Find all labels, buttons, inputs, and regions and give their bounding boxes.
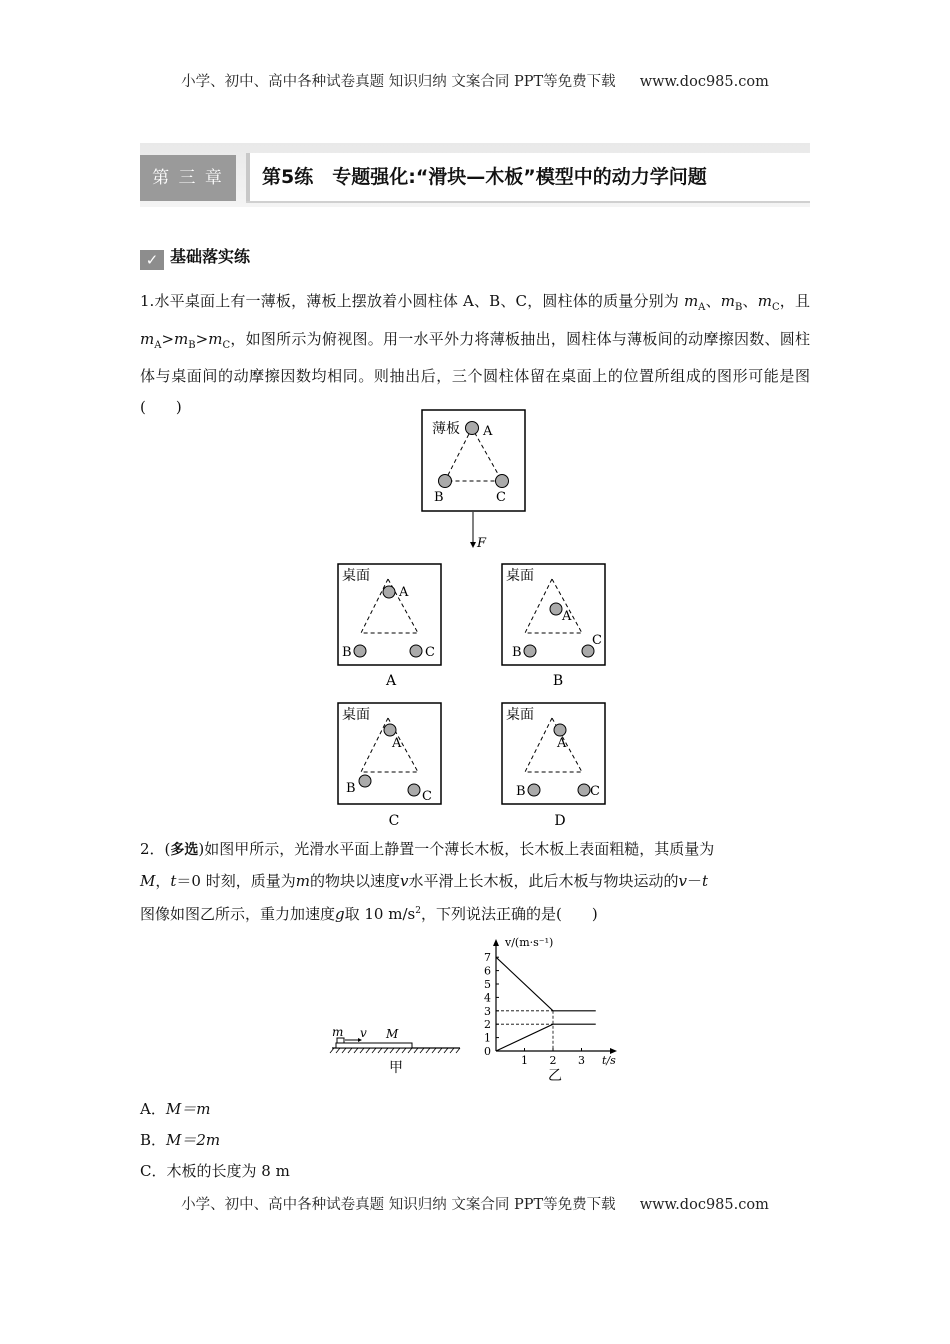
- svg-text:C: C: [425, 645, 435, 660]
- table-label: 桌面: [506, 707, 534, 723]
- cylinder-c: [410, 645, 422, 657]
- x-tick-label: 1: [521, 1054, 528, 1067]
- page-title: 第5练 专题强化:“滑块—木板”模型中的动力学问题: [246, 153, 810, 201]
- cylinder-a: [383, 586, 395, 598]
- question-1-text: 1.水平桌面上有一薄板，薄板上摆放着小圆柱体 A、B、C，圆柱体的质量分别为 $m_A$、$m_B$、$m_C$，且 $m_A>m_B>m_C$，如图所示为俯视图。用一水平外力将薄板抽出，圆柱体与薄板间的动摩擦因数、圆柱体与桌面间的动摩擦因数均相同。则抽出后，三个圆柱体留在桌面上的位置所组成的图形可能是图( ): [140, 292, 810, 416]
- table-label: 桌面: [342, 707, 370, 723]
- y-tick-label: 4: [484, 991, 491, 1005]
- svg-text:A: A: [399, 585, 409, 600]
- force-arrowhead: [470, 542, 476, 548]
- question-2-text: 2．(多选)如图甲所示，光滑水平面上静置一个薄长木板，长木板上表面粗糙，其质量为 M，t＝0 时刻，质量为m的物块以速度v水平滑上长木板，此后木板与物块运动的v－t 图像如图乙所示，重力加速度g取 10 $m/s^2$，下列说法正确的是( ): [140, 840, 715, 923]
- label-c: C: [496, 490, 506, 505]
- label-b: B: [434, 490, 444, 505]
- header-url[interactable]: www.doc985.com: [639, 74, 769, 90]
- check-icon: ✓: [140, 250, 164, 270]
- cylinder-a: [466, 422, 479, 435]
- plate-label: 薄板: [432, 421, 460, 437]
- q2-option-b: B．M＝2m: [140, 1131, 221, 1149]
- q2-option-a: A．M＝m: [140, 1100, 211, 1118]
- svg-text:C: C: [592, 633, 602, 648]
- chapter-label: 第 三 章: [140, 155, 236, 201]
- svg-text:B: B: [512, 645, 522, 660]
- x-axis-label: t/s: [602, 1054, 616, 1067]
- option-b-figure: [500, 562, 610, 692]
- y-tick-label: 0: [484, 1045, 491, 1058]
- cylinder-b: [439, 475, 452, 488]
- vt-chart: [478, 934, 628, 1084]
- svg-text:A: A: [557, 736, 567, 751]
- cylinder-b: [524, 645, 536, 657]
- header-text: 小学、初中、高中各种试卷真题 知识归纳 文案合同 PPT等免费下载: [181, 74, 616, 90]
- option-caption: C: [388, 813, 400, 829]
- footer-url[interactable]: www.doc985.com: [639, 1197, 769, 1213]
- cylinder-c: [496, 475, 509, 488]
- y-tick-label: 1: [484, 1031, 491, 1045]
- ground-hatch: [330, 1048, 460, 1053]
- svg-text:B: B: [342, 645, 352, 660]
- cylinder-a: [550, 603, 562, 615]
- y-ticks: [484, 951, 499, 1058]
- section-label: 基础落实练: [170, 247, 251, 266]
- velocity-label: v: [360, 1026, 367, 1040]
- option-c-figure: [336, 701, 446, 831]
- cylinder-c: [408, 784, 420, 796]
- table-label: 桌面: [506, 568, 534, 584]
- table-label: 桌面: [342, 568, 370, 584]
- x-tick-label: 2: [549, 1054, 557, 1067]
- svg-text:C: C: [590, 784, 600, 799]
- y-tick-label: 7: [484, 951, 491, 965]
- figure-jia: [328, 1022, 468, 1080]
- label-a: A: [483, 424, 493, 439]
- cylinder-b: [354, 645, 366, 657]
- y-tick-label: 2: [484, 1018, 491, 1032]
- section-heading: [140, 244, 250, 268]
- svg-text:A: A: [392, 736, 402, 751]
- block-mass-label: m: [332, 1025, 344, 1039]
- plate-figure: [420, 408, 530, 558]
- svg-text:A: A: [562, 609, 572, 624]
- guide-lines: [496, 1011, 553, 1051]
- title-bar: [140, 143, 810, 207]
- force-label: F: [477, 536, 487, 551]
- option-caption: D: [554, 813, 566, 829]
- long-board: [336, 1043, 412, 1048]
- footer-text: 小学、初中、高中各种试卷真题 知识归纳 文案合同 PPT等免费下载: [181, 1197, 616, 1213]
- page-header: [0, 70, 950, 91]
- option-a-figure: [336, 562, 446, 692]
- option-d-figure: [500, 701, 610, 831]
- page-footer: [0, 1193, 950, 1214]
- svg-text:B: B: [516, 784, 526, 799]
- series-line-1: [496, 957, 596, 1011]
- svg-text:B: B: [346, 781, 356, 796]
- cylinder-a: [384, 724, 396, 736]
- cylinder-b: [528, 784, 540, 796]
- y-tick-label: 6: [484, 964, 491, 978]
- board-mass-label: M: [386, 1027, 399, 1041]
- option-caption: B: [552, 673, 564, 689]
- x-tick-label: 3: [578, 1054, 585, 1067]
- cylinder-b: [359, 775, 371, 787]
- cylinder-c: [578, 784, 590, 796]
- y-axis-arrow: [493, 939, 499, 946]
- y-tick-label: 5: [484, 978, 491, 991]
- cylinder-a: [554, 724, 566, 736]
- series-line-2: [496, 1024, 596, 1051]
- y-axis-label: v/(m·s⁻¹): [505, 936, 554, 949]
- svg-text:C: C: [422, 789, 432, 804]
- q2-option-c: C．木板的长度为 8 m: [140, 1162, 290, 1180]
- figure-caption: 甲: [389, 1060, 403, 1076]
- y-tick-label: 3: [484, 1004, 491, 1018]
- figure-caption: 乙: [548, 1068, 562, 1084]
- series-lines: [496, 957, 596, 1051]
- option-caption: A: [385, 673, 397, 689]
